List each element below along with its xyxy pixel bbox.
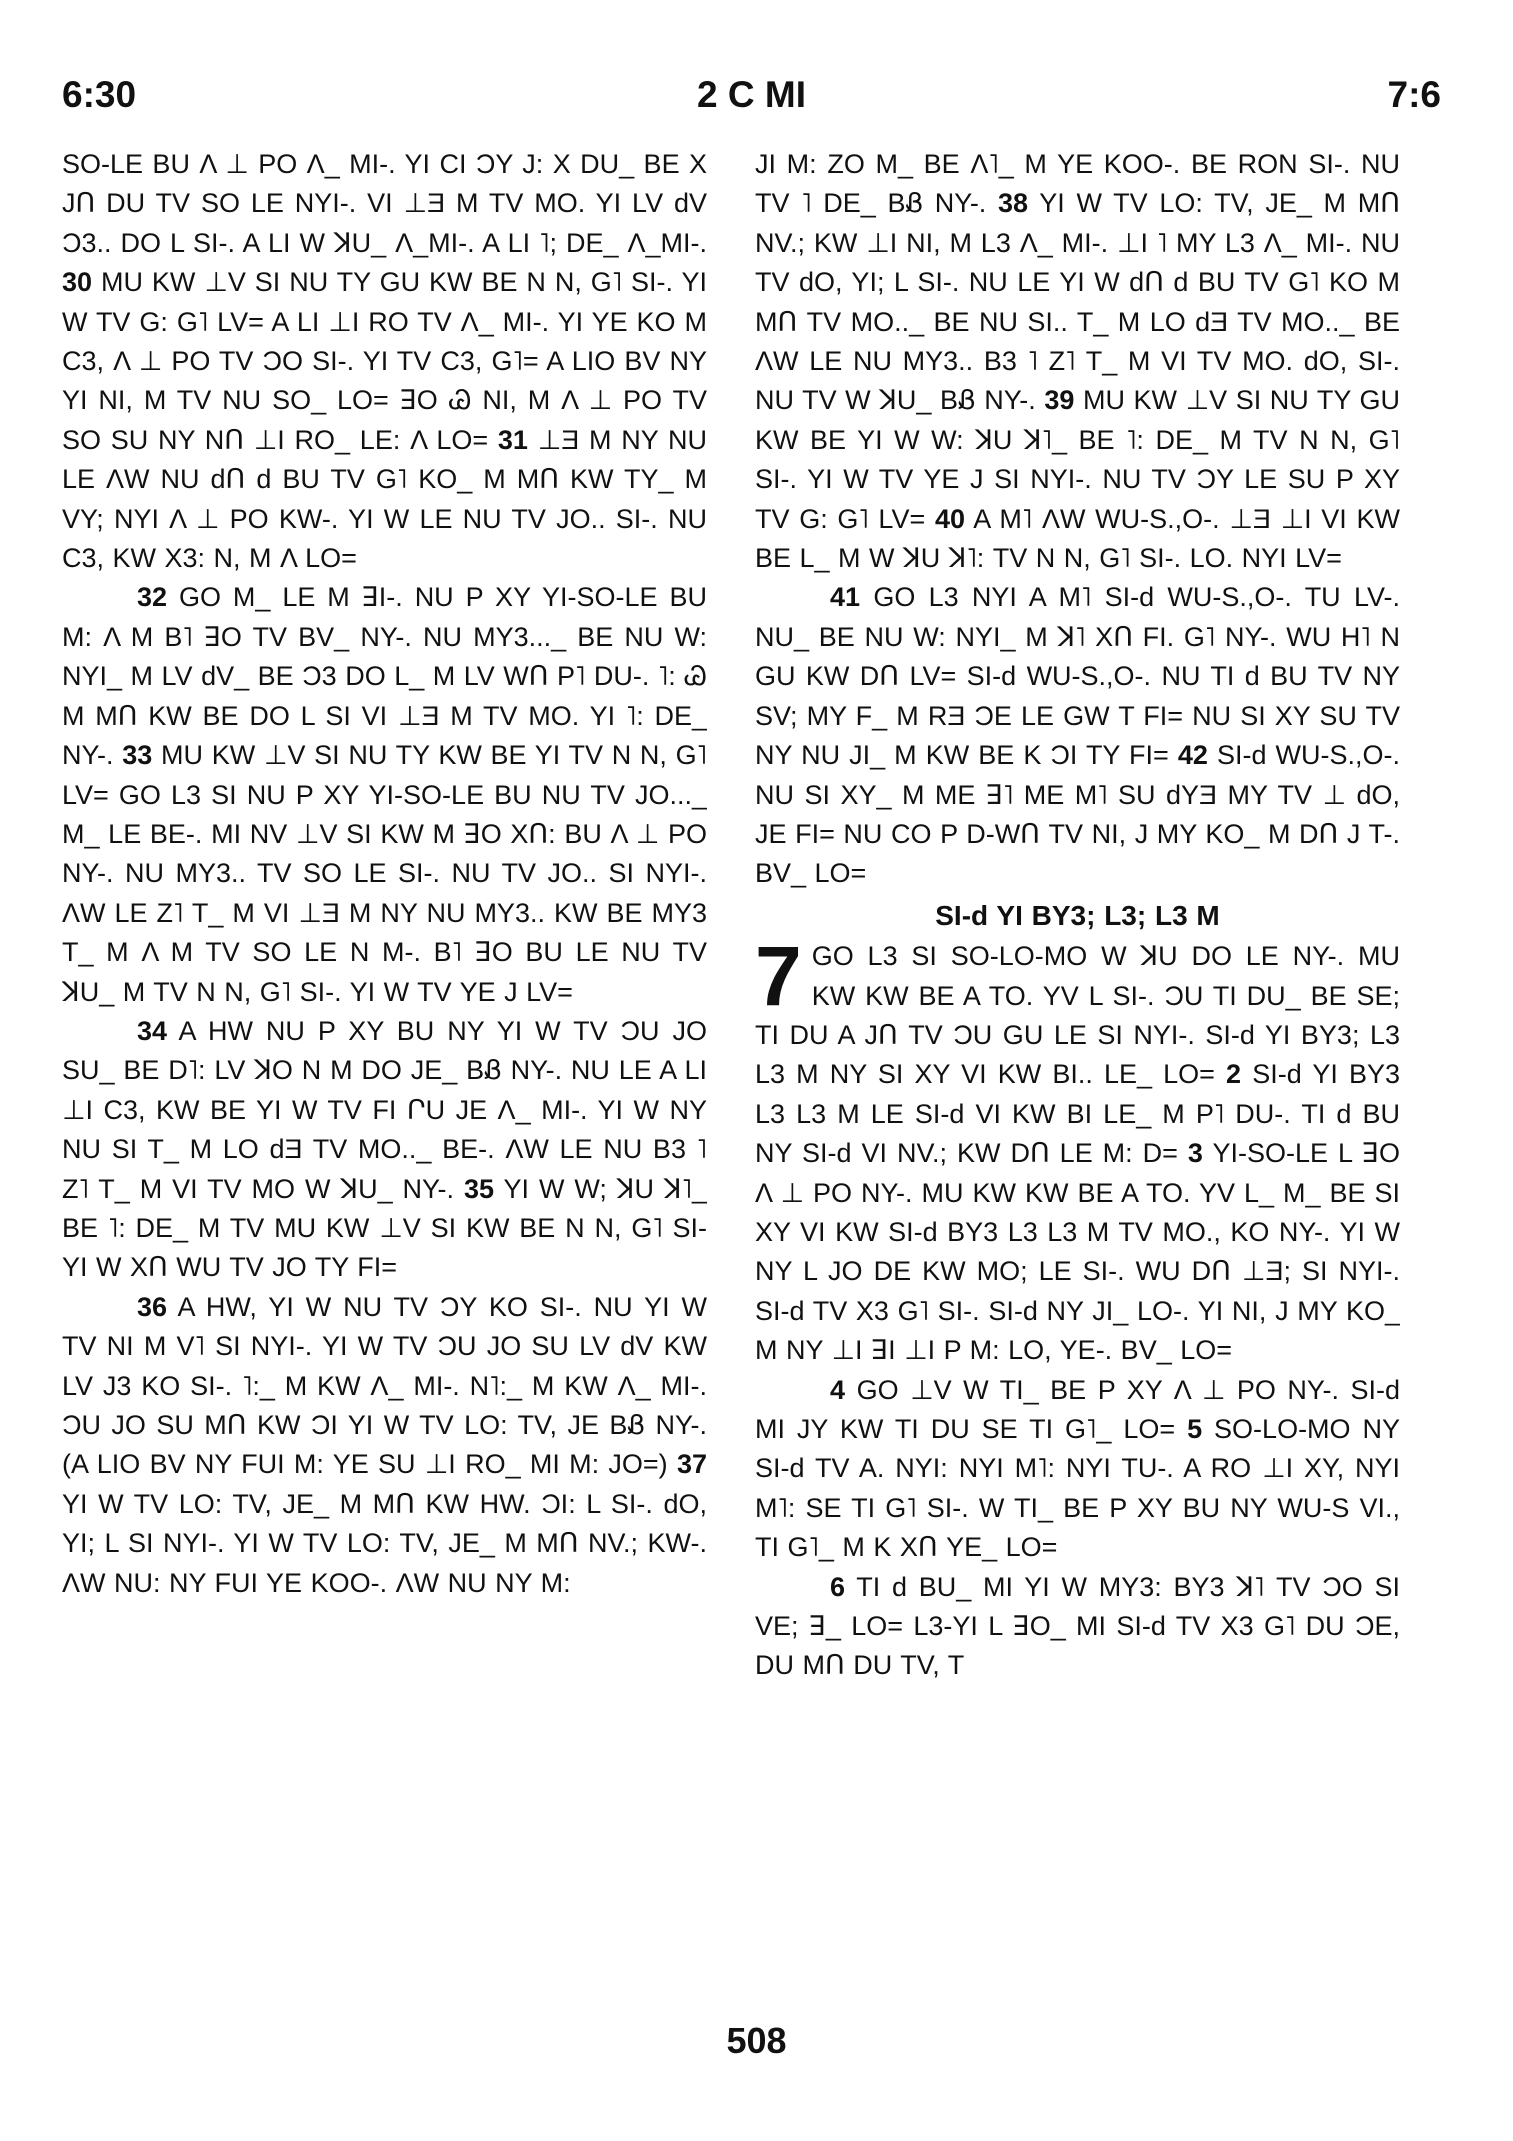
verse-number: 35 — [464, 1173, 495, 1204]
paragraph — [62, 1288, 707, 1603]
verse-text: MU KW ⊥V SI NU TY GU KW BE N N, G˥ SI-. YI W TV G: G˥ LV= A LI ⊥I RO TV Λ_ MI-. YI YE KO M C3, Λ ⊥ PO TV ƆO SI-. YI TV C3, G˥= A LIO BV NY YI NI, M TV NU SO_ LO= ꓱO Ꮚ NI, M Λ ⊥ PO TV SO SU NY NՈ ⊥I RO_ LE: Λ LO= — [62, 267, 707, 455]
verse-number: 31 — [497, 424, 528, 455]
chapter-number: 7 — [755, 929, 802, 1024]
section-heading: SI-d YI BY3; L3; L3 M — [935, 899, 1220, 931]
page-number: 508 — [726, 2020, 787, 2061]
verse-text: TI d BU_ MI YI W MY3: BY3 ꓘ˥ TV ƆO SI VE; ꓱ_ LO= L3-YI L ꓱO_ MI SI-d TV X3 G˥ DU ƆE, DU MՈ DU TV, T — [755, 1571, 1400, 1681]
verse-text: YI W W; ꓘU ꓘ˥_ BE ˥: DE_ M TV MU KW ⊥V SI KW BE N N, G˥ SI- YI W XՈ WU TV JO TY FI= — [62, 1173, 707, 1283]
verse-number: 34 — [137, 1015, 168, 1046]
paragraph — [62, 1012, 707, 1288]
header-chapter-verse-end: 7:6 — [1387, 74, 1441, 115]
paragraph — [62, 145, 707, 578]
verse-number: 6 — [830, 1571, 846, 1602]
paragraph — [62, 578, 707, 1011]
verse-text: ⊥Ǝ M NY NU LE ΛW NU dՈ d BU TV G˥ KO_ M MՈ KW TY_ M VY; NYI Λ ⊥ PO KW-. YI W LE NU TV JO.. SI-. NU C3, KW X3: N, M Λ LO= — [62, 424, 707, 574]
verse-text: SO-LE BU Λ ⊥ PO Λ_ MI-. YI CI ƆY J: X DU_ BE X JՈ DU TV SO LE NYI-. VI ⊥Ǝ M TV MO. YI LV dV Ɔ3.. DO L SI-. A LI W ꓘU_ Λ_MI-. A LI ˥; DE_ Λ_MI-. — [62, 149, 707, 258]
verse-text: SO-LO-MO NY SI-d TV A. NYI: NYI M˥: NYI TU-. A RO ⊥I XY, NYI M˥: SE TI G˥ SI-. W TI_ BE P XY BU NY WU-S VI., TI G˥_ M K XՈ YE_ LO= — [755, 1414, 1400, 1563]
paragraph — [755, 929, 1400, 1370]
verse-number: 33 — [122, 740, 153, 771]
page-header — [62, 74, 1441, 124]
paragraph — [755, 1371, 1400, 1568]
verse-text: MU KW ⊥V SI NU TY GU KW BE YI W W: ꓘU ꓘ˥_ BE ˥: DE_ M TV N N, G˥ SI-. YI W TV YE J SI NYI-. NU TV ƆY LE SU P XY TV G: G˥ LV= — [755, 385, 1400, 534]
verse-text: SI-d YI BY3 L3 L3 M LE SI-d VI KW BI LE_ M P˥ DU-. TI d BU NY SI-d VI NV.; KW DՈ LE M: D= — [755, 1059, 1400, 1169]
verse-text: A M˥ ΛW WU-S.,O-. ⊥Ǝ ⊥I VI KW BE L_ M W ꓘU ꓘ˥: TV N N, G˥ SI-. LO. NYI LV= — [755, 503, 1400, 574]
verse-text: SI-d WU-S.,O-. NU SI XY_ M ME ꓱ˥ ME M˥ SU dYƎ MY TV ⊥ dO, JE FI= NU CO P D-WՈ TV NI, J MY KO_ M DՈ J T-. BV_ LO= — [755, 740, 1400, 889]
verse-text: A HW NU P XY BU NY YI W TV ƆU JO SU_ BE D˥: LV ꓘO N M DO JE_ BᏰ NY-. NU LE A LI ⊥I C3, KW BE YI W TV FI ՐU JE Λ_ MI-. YI W NY NU SI T_ M LO dƎ TV MO.._ BE-. ΛW LE NU B3 ˥ Z˥ T_ M VI TV MO W ꓘU_ NY-. — [62, 1015, 707, 1204]
verse-number: 5 — [1187, 1414, 1203, 1444]
verse-text: GO L3 SI SO-LO-MO W ꓘU DO LE NY-. MU KW KW BE A TO. YV L SI-. ƆU TI DU_ BE SE; TI DU A JՈ TV ƆU GU LE SI NYI-. SI-d YI BY3; L3 L3 M NY SI XY VI KW BI.. LE_ LO= — [755, 941, 1400, 1090]
verse-number: 42 — [1177, 740, 1208, 771]
verse-number: 30 — [62, 267, 93, 298]
verse-number: 39 — [1044, 385, 1075, 416]
left-column — [62, 145, 707, 2005]
header-chapter-verse-start: 6:30 — [62, 74, 137, 115]
verse-number: 32 — [137, 582, 168, 613]
verse-text: YI W TV LO: TV, JE_ M MՈ NV.; KW ⊥I NI, M L3 Λ_ MI-. ⊥I ˥ MY L3 Λ_ MI-. NU TV dO, YI; L SI-. NU LE YI W dՈ d BU TV G˥ KO M MՈ TV MO.._ BE NU SI.. T_ M LO dƎ TV MO.._ BE ΛW LE NU MY3.. B3 ˥ Z˥ T_ M VI TV MO. dO, SI-. NU TV W ꓘU_ BᏰ NY-. — [755, 188, 1400, 416]
paragraph — [755, 1568, 1400, 1686]
paragraph — [755, 145, 1400, 578]
verse-number: 3 — [1187, 1138, 1203, 1169]
verse-number: 38 — [998, 188, 1029, 219]
verse-text: YI W TV LO: TV, JE_ M MՈ KW HW. ƆI: L SI-. dO, YI; L SI NYI-. YI W TV LO: TV, JE_ M MՈ NV.; KW-. ΛW NU: NY FUI YE KOO-. ΛW NU NY M: — [62, 1488, 707, 1598]
paragraph — [755, 578, 1400, 893]
verse-number: 41 — [830, 582, 861, 613]
verse-text: YI-SO-LE L ꓱO Λ ⊥ PO NY-. MU KW KW BE A TO. YV L_ M_ BE SI XY VI KW SI-d BY3 L3 L3 M TV MO., KO NY-. YI W NY L JO DE KW MO; LE SI-. WU DՈ ⊥Ǝ; SI NYI-. SI-d TV X3 G˥ SI-. SI-d NY JI_ LO-. YI NI, J MY KO_ M NY ⊥I ꓱI ⊥I P M: LO, YE-. BV_ LO= — [755, 1138, 1400, 1366]
verse-text: MU KW ⊥V SI NU TY KW BE YI TV N N, G˥ LV= GO L3 SI NU P XY YI-SO-LE BU NU TV JO..._ M_ LE BE-. MI NV ⊥V SI KW M ꓱO XՈ: BU Λ ⊥ PO NY-. NU MY3.. TV SO LE SI-. NU TV JO.. SI NYI-. ΛW LE Z˥ T_ M VI ⊥Ǝ M NY NU MY3.. KW BE MY3 T_ M Λ M TV SO LE N M-. B˥ ꓱO BU LE NU TV ꓘU_ M TV N N, G˥ SI-. YI W TV YE J LV= — [62, 740, 707, 1007]
verse-number: 37 — [676, 1449, 707, 1480]
verse-number: 40 — [934, 503, 965, 534]
verse-text: GO ⊥V W TI_ BE P XY Λ ⊥ PO NY-. SI-d MI JY KW TI DU SE TI G˥_ LO= — [755, 1374, 1400, 1444]
header-book-title: 2 C MI — [697, 74, 806, 115]
verse-text: JI M: ZO M_ BE Λ˥_ M YE KOO-. BE RON SI-. NU TV ˥ DE_ BᏰ NY-. — [755, 149, 1400, 219]
verse-number: 36 — [137, 1291, 168, 1322]
verse-text: GO M_ LE M ꓱI-. NU P XY YI-SO-LE BU M: Λ M B˥ ꓱO TV BV_ NY-. NU MY3..._ BE NU W: NYI_ M LV dV_ BE Ɔ3 DO L_ M LV WՈ P˥ DU-. ˥: Ꮚ M MՈ KW BE DO L SI VI ⊥Ǝ M TV MO. YI ˥: DE_ NY-. — [62, 582, 707, 771]
verse-number: 2 — [1226, 1059, 1242, 1090]
right-column — [755, 145, 1400, 2005]
verse-text: A HW, YI W NU TV ƆY KO SI-. NU YI W TV NI M V˥ SI NYI-. YI W TV ƆU JO SU LV dV KW LV J3 KO SI-. ˥:_ M KW Λ_ MI-. N˥:_ M KW Λ_ MI-. ƆU JO SU MՈ KW ƆI YI W TV LO: TV, JE BᏰ NY-. (A LIO BV NY FUI M: YE SU ⊥I RO_ MI M: JO=) — [62, 1291, 707, 1480]
verse-text: GO L3 NYI A M˥ SI-d WU-S.,O-. TU LV-. NU_ BE NU W: NYI_ M ꓘ˥ XՈ FI. G˥ NY-. WU H˥ N GU KW DՈ LV= SI-d WU-S.,O-. NU TI d BU TV NY SV; MY F_ M RƎ ƆE LE GW T FI= NU SI XY SU TV NY NU JI_ M KW BE K ƆI TY FI= — [755, 582, 1400, 771]
verse-number: 4 — [830, 1374, 846, 1405]
